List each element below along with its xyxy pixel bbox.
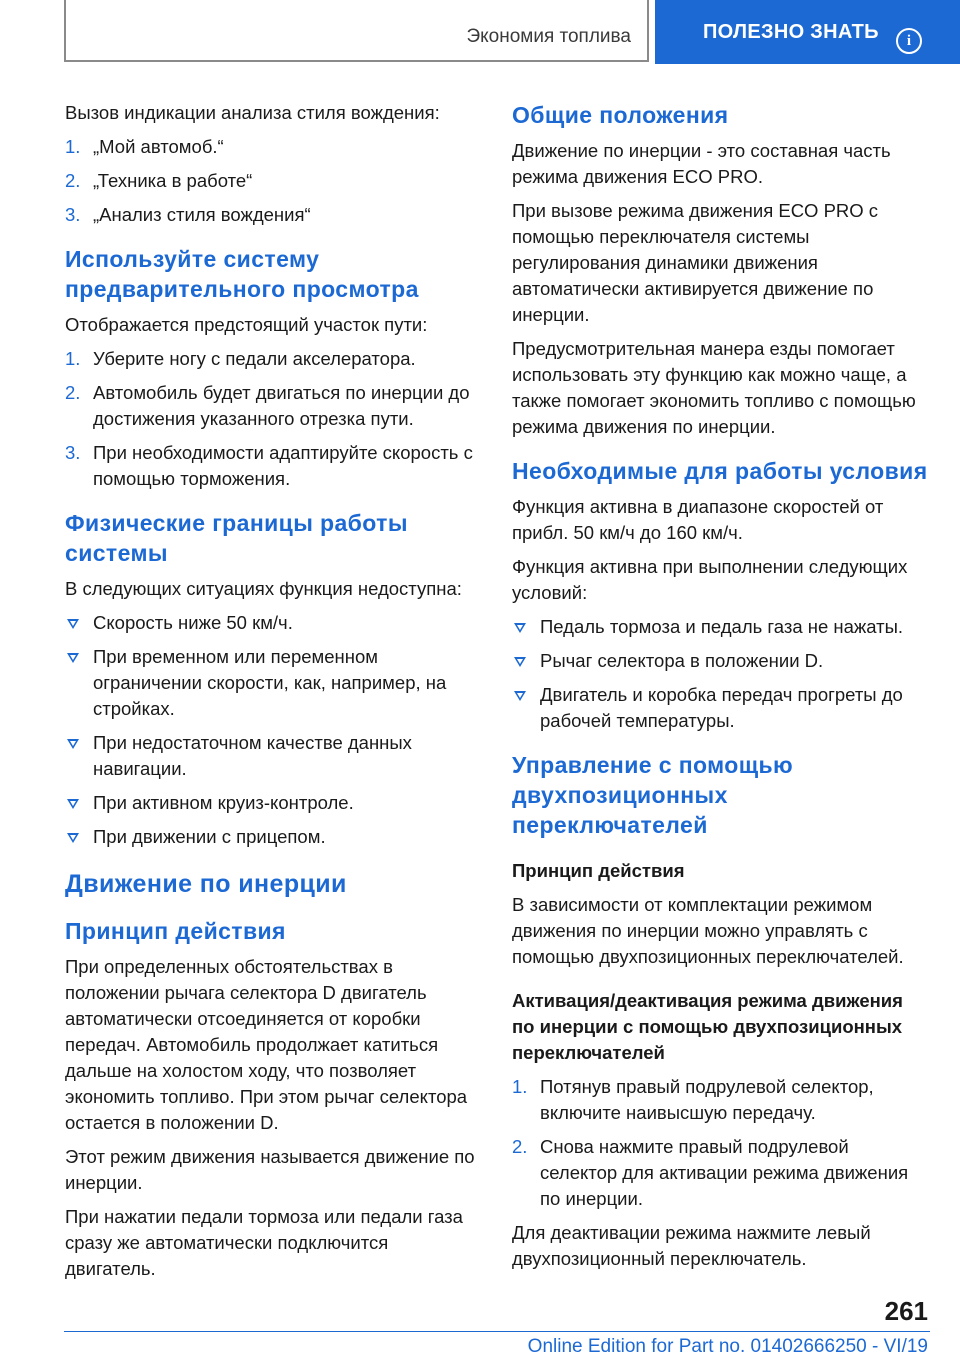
item-text: При недостаточном качестве данных навигации. — [93, 732, 412, 779]
step-number: 1. — [65, 136, 81, 157]
conditions-paragraph-2: Функция активна при выполнении следующих условий: — [512, 556, 908, 603]
tab-good-to-know[interactable] — [655, 0, 960, 64]
step-number: 1. — [512, 1076, 528, 1097]
preview-steps-list — [65, 346, 477, 492]
tab-label: ПОЛЕЗНО ЗНАТЬ — [703, 20, 879, 43]
step-text: „Анализ стиля вождения“ — [93, 204, 311, 225]
general-paragraph-3: Предусмотрительная манера езды помогает использовать эту функцию как можно чаще, а также помогает экономить топливо с помощью режима движения по инерции. — [512, 338, 916, 437]
step-text: Снова нажмите правый подрулевой селектор для активации режима движения по инерции. — [540, 1136, 909, 1209]
list-item — [65, 134, 477, 160]
info-icon[interactable]: i — [896, 28, 922, 54]
paddles-paragraph-1: В зависимости от комплектации режимом движения по инерции можно управлять с помощью двухпозиционных переключателей. — [512, 894, 904, 967]
step-number: 2. — [65, 170, 81, 191]
general-heading: Общие положения — [512, 102, 729, 128]
principle-paragraph-3: При нажатии педали тормоза или педали газа сразу же автоматически подключится двигатель. — [65, 1206, 463, 1279]
coasting-title: Движение по инерции — [65, 870, 347, 898]
paddles-heading: Управление с помощью двухпозиционных переключателей — [512, 752, 794, 838]
list-item — [65, 610, 477, 636]
list-item — [512, 614, 930, 640]
list-item — [65, 790, 477, 816]
paddles-paragraph-2: Для деактивации режима нажмите левый двухпозиционный переключатель. — [512, 1222, 871, 1269]
list-item — [65, 644, 477, 722]
preview-text: Отображается предстоящий участок пути: — [65, 314, 428, 335]
header-section-box — [64, 0, 649, 62]
right-column — [512, 100, 930, 1280]
step-number: 2. — [512, 1136, 528, 1157]
page-number: 261 — [884, 1296, 928, 1326]
step-text: „Техника в работе“ — [93, 170, 253, 191]
section-title: Экономия топлива — [466, 26, 631, 47]
step-number: 3. — [65, 442, 81, 463]
item-text: Скорость ниже 50 км/ч. — [93, 612, 293, 633]
triangle-bullet-icon — [514, 691, 526, 701]
general-paragraph-1: Движение по инерции - это составная часть режима движения ECO PRO. — [512, 140, 891, 187]
step-text: „Мой автомоб.“ — [93, 136, 224, 157]
principle-paragraph-1: При определенных обстоятельствах в положении рычага селектора D двигатель автоматически отсоединяется от коробки передач. Автомобиль продолжает катиться дальше на холостом ходу, что позволяет экономить топливо. При этом рычаг селектора остается в положении D. — [65, 956, 468, 1133]
item-text: Рычаг селектора в положении D. — [540, 650, 824, 671]
limits-heading: Физические границы работы системы — [65, 510, 408, 566]
list-item — [65, 346, 477, 372]
step-text: При необходимости адаптируйте скорость с помощью торможения. — [93, 442, 473, 489]
list-item — [65, 824, 477, 850]
list-item — [65, 440, 477, 492]
triangle-bullet-icon — [514, 657, 526, 667]
list-item — [512, 648, 930, 674]
list-item — [512, 1134, 930, 1212]
paddles-steps-list — [512, 1074, 930, 1212]
limits-list — [65, 610, 477, 850]
list-item — [65, 168, 477, 194]
step-number: 3. — [65, 204, 81, 225]
triangle-bullet-icon — [67, 739, 79, 749]
triangle-bullet-icon — [67, 619, 79, 629]
conditions-list — [512, 614, 930, 734]
item-text: При активном круиз-контроле. — [93, 792, 354, 813]
paddles-subheading-activation: Активация/деактивация режима движения по инерции с помощью двухпозиционных переключателей — [512, 990, 903, 1063]
triangle-bullet-icon — [67, 833, 79, 843]
triangle-bullet-icon — [67, 653, 79, 663]
menu-intro: Вызов индикации анализа стиля вождения: — [65, 102, 440, 123]
left-column — [65, 100, 477, 1290]
step-number: 2. — [65, 382, 81, 403]
step-text: Потянув правый подрулевой селектор, включите наивысшую передачу. — [540, 1076, 874, 1123]
triangle-bullet-icon — [514, 623, 526, 633]
triangle-bullet-icon — [67, 799, 79, 809]
list-item — [512, 1074, 930, 1126]
list-item — [65, 730, 477, 782]
item-text: При временном или переменном ограничении скорости, как, например, на стройках. — [93, 646, 447, 719]
limits-text: В следующих ситуациях функция недоступна: — [65, 578, 462, 599]
step-number: 1. — [65, 348, 81, 369]
list-item — [65, 202, 477, 228]
footer-divider — [64, 1331, 930, 1332]
menu-steps-list — [65, 134, 477, 228]
step-text: Автомобиль будет двигаться по инерции до достижения указанного отрезка пути. — [93, 382, 470, 429]
conditions-heading: Необходимые для работы условия — [512, 458, 928, 484]
principle-heading: Принцип действия — [65, 918, 286, 944]
step-text: Уберите ногу с педали акселератора. — [93, 348, 416, 369]
paddles-subheading-principle: Принцип действия — [512, 860, 685, 881]
item-text: Двигатель и коробка передач прогреты до рабочей температуры. — [540, 684, 903, 731]
preview-heading: Используйте систему предварительного просмотра — [65, 246, 419, 302]
conditions-paragraph-1: Функция активна в диапазоне скоростей от прибл. 50 км/ч до 160 км/ч. — [512, 496, 884, 543]
general-paragraph-2: При вызове режима движения ECO PRO с помощью переключателя системы регулирования динамики движения автоматически активируется движение по инерции. — [512, 200, 879, 325]
item-text: При движении с прицепом. — [93, 826, 326, 847]
footer-edition-text: Online Edition for Part no. 01402666250 - VI/19 — [527, 1336, 928, 1357]
list-item — [65, 380, 477, 432]
list-item — [512, 682, 930, 734]
principle-paragraph-2: Этот режим движения называется движение по инерции. — [65, 1146, 475, 1193]
item-text: Педаль тормоза и педаль газа не нажаты. — [540, 616, 904, 637]
